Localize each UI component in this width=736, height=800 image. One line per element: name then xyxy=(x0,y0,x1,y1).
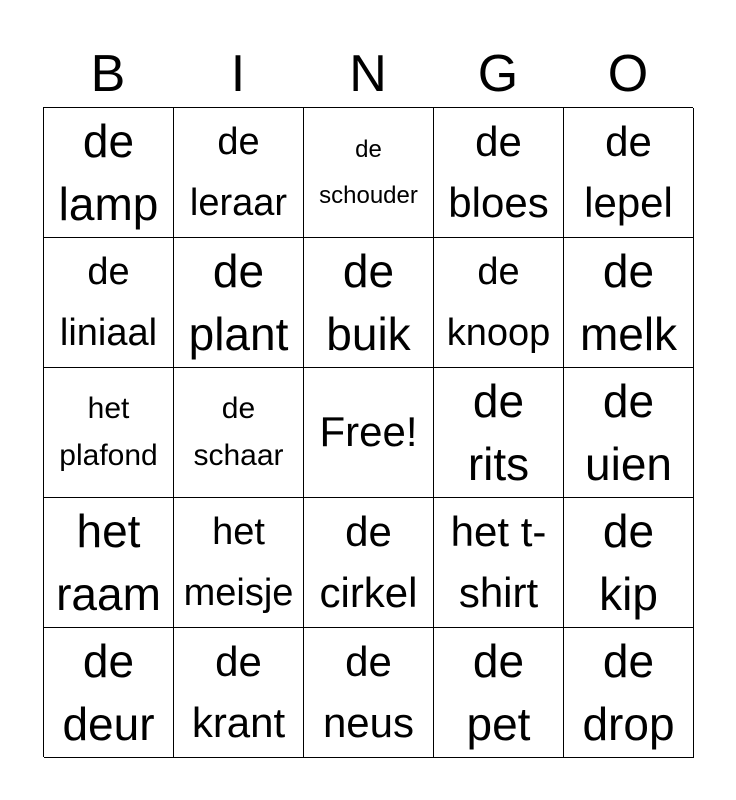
cell-text: de buik xyxy=(326,244,411,360)
bingo-cell xyxy=(564,108,694,238)
cell-text: de lepel xyxy=(584,117,673,226)
bingo-cell xyxy=(434,238,564,368)
bingo-cell xyxy=(304,628,434,758)
header-letter-b: B xyxy=(90,45,126,103)
cell-text: de uien xyxy=(585,374,672,490)
header-letter-g: G xyxy=(477,45,519,103)
bingo-cell xyxy=(564,498,694,628)
cell-text: het plafond xyxy=(59,392,158,472)
cell-text: de schouder xyxy=(319,135,418,209)
bingo-cell xyxy=(174,368,304,498)
bingo-cell xyxy=(434,628,564,758)
bingo-cell xyxy=(174,498,304,628)
bingo-cell xyxy=(44,498,174,628)
bingo-cell xyxy=(304,498,434,628)
bingo-grid xyxy=(43,107,693,757)
header-letter-o: O xyxy=(607,45,649,103)
cell-text: de schaar xyxy=(193,392,284,472)
cell-text: de bloes xyxy=(448,117,549,226)
bingo-cell xyxy=(44,108,174,238)
cell-text: het meisje xyxy=(183,510,294,614)
free-space-label: Free! xyxy=(319,408,418,456)
header-letter-i: I xyxy=(230,45,246,103)
cell-text: de knoop xyxy=(446,250,551,354)
cell-text: de cirkel xyxy=(319,507,418,616)
bingo-header xyxy=(43,42,693,106)
bingo-cell xyxy=(174,108,304,238)
cell-text: het t- shirt xyxy=(450,507,547,616)
cell-text: de plant xyxy=(188,244,289,360)
cell-text: de krant xyxy=(191,637,286,746)
cell-text: de kip xyxy=(599,504,658,620)
cell-text: de pet xyxy=(466,634,531,750)
bingo-cell xyxy=(304,238,434,368)
bingo-cell xyxy=(44,628,174,758)
cell-text: de lamp xyxy=(58,114,159,230)
bingo-cell xyxy=(564,238,694,368)
free-space-cell xyxy=(304,368,434,498)
cell-text: de melk xyxy=(579,244,678,360)
bingo-cell xyxy=(44,368,174,498)
header-letter-n: N xyxy=(349,45,387,103)
bingo-cell xyxy=(434,498,564,628)
bingo-cell xyxy=(434,368,564,498)
bingo-cell xyxy=(44,238,174,368)
cell-text: de drop xyxy=(582,634,675,750)
bingo-cell xyxy=(434,108,564,238)
cell-text: het raam xyxy=(56,504,161,620)
bingo-cell xyxy=(564,628,694,758)
bingo-cell xyxy=(174,238,304,368)
cell-text: de deur xyxy=(62,634,155,750)
bingo-cell xyxy=(174,628,304,758)
cell-text: de rits xyxy=(467,374,530,490)
bingo-cell xyxy=(304,108,434,238)
cell-text: de neus xyxy=(322,637,415,746)
bingo-cell xyxy=(564,368,694,498)
cell-text: de leraar xyxy=(189,120,288,224)
cell-text: de liniaal xyxy=(59,250,158,354)
